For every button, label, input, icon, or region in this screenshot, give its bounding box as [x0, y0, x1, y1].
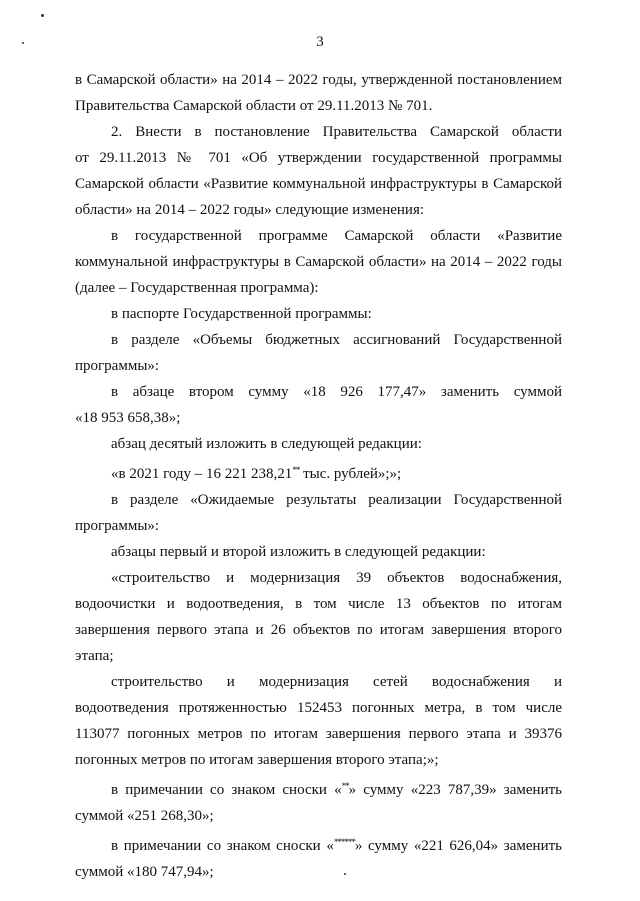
text-line: 113077 погонных метров по итогам завершения первого этапа и 39376: [75, 726, 562, 742]
paragraph-2: [75, 119, 562, 223]
text-line: [75, 457, 562, 487]
text-line: [75, 829, 562, 859]
paragraph-10: [75, 539, 562, 565]
scan-speck: [22, 42, 24, 44]
text-line: завершения первого этапа и 26 объектов по итогам завершения второго: [75, 622, 562, 638]
paragraph-11: [75, 565, 562, 669]
text-line: «строительство и модернизация 39 объектов водоснабжения,: [111, 570, 562, 586]
paragraph-9: [75, 487, 562, 539]
document-body: [75, 67, 562, 885]
text-fragment: » сумму «221 626,04» заменить: [354, 838, 562, 854]
text-fragment: » сумму «223 787,39» заменить: [348, 782, 562, 798]
paragraph-13: [75, 773, 562, 829]
text-line: погонных метров по итогам завершения второго этапа;»;: [75, 752, 439, 768]
paragraph-8: [75, 457, 562, 487]
scan-speck: [344, 873, 346, 875]
text-line: в государственной программе Самарской области «Развитие: [111, 228, 562, 244]
text-line: водоочистки и водоотведения, в том числе 13 объектов по итогам: [75, 596, 562, 612]
text-line: абзацы первый и второй изложить в следующей редакции:: [111, 544, 486, 560]
text-line: от 29.11.2013 № 701 «Об утверждении государственной программы: [75, 150, 562, 166]
scan-speck: [41, 14, 44, 17]
text-line: программы»:: [75, 518, 160, 534]
text-line: этапа;: [75, 648, 114, 664]
paragraph-5: [75, 327, 562, 379]
text-line: водоотведения протяженностью 152453 погонных метра, в том числе: [75, 700, 562, 716]
paragraph-3: [75, 223, 562, 301]
paragraph-1: [75, 67, 562, 119]
text-line: области» на 2014 – 2022 годы» следующие изменения:: [75, 202, 425, 218]
paragraph-7: [75, 431, 562, 457]
paragraph-6: [75, 379, 562, 431]
text-line: в разделе «Объемы бюджетных ассигнований Государственной: [111, 332, 562, 348]
paragraph-4: [75, 301, 562, 327]
footnote-mark: **: [292, 465, 300, 475]
text-line: строительство и модернизация сетей водоснабжения и: [111, 674, 562, 690]
text-line: суммой «251 268,30»;: [75, 808, 214, 824]
text-line: «18 953 658,38»;: [75, 410, 181, 426]
text-line: Правительства Самарской области от 29.11.2013 № 701.: [75, 98, 433, 114]
footnote-mark: ******: [333, 837, 355, 847]
paragraph-14: [75, 829, 562, 885]
text-fragment: тыс. рублей»;»;: [303, 466, 402, 482]
page-number: 3: [316, 34, 324, 50]
footnote-mark: **: [341, 781, 349, 791]
paragraph-12: [75, 669, 562, 773]
text-line: [75, 773, 562, 803]
text-line: (далее – Государственная программа):: [75, 280, 319, 296]
text-line: в абзаце втором сумму «18 926 177,47» заменить суммой: [111, 384, 562, 400]
text-line: абзац десятый изложить в следующей редакции:: [111, 436, 422, 452]
text-fragment: в примечании со знаком сноски «: [111, 782, 342, 798]
text-fragment: «в 2021 году – 16 221 238,21: [111, 466, 293, 482]
text-fragment: в примечании со знаком сноски «: [111, 838, 334, 854]
text-line: 2. Внести в постановление Правительства Самарской области: [111, 124, 562, 140]
text-line: программы»:: [75, 358, 160, 374]
text-line: в Самарской области» на 2014 – 2022 годы, утвержденной постановлением: [75, 72, 562, 88]
text-line: Самарской области «Развитие коммунальной инфраструктуры в Самарской: [75, 176, 562, 192]
text-line: коммунальной инфраструктуры в Самарской области» на 2014 – 2022 годы: [75, 254, 562, 270]
text-line: в разделе «Ожидаемые результаты реализации Государственной: [111, 492, 562, 508]
text-line: суммой «180 747,94»;: [75, 864, 214, 880]
text-line: в паспорте Государственной программы:: [111, 306, 372, 322]
